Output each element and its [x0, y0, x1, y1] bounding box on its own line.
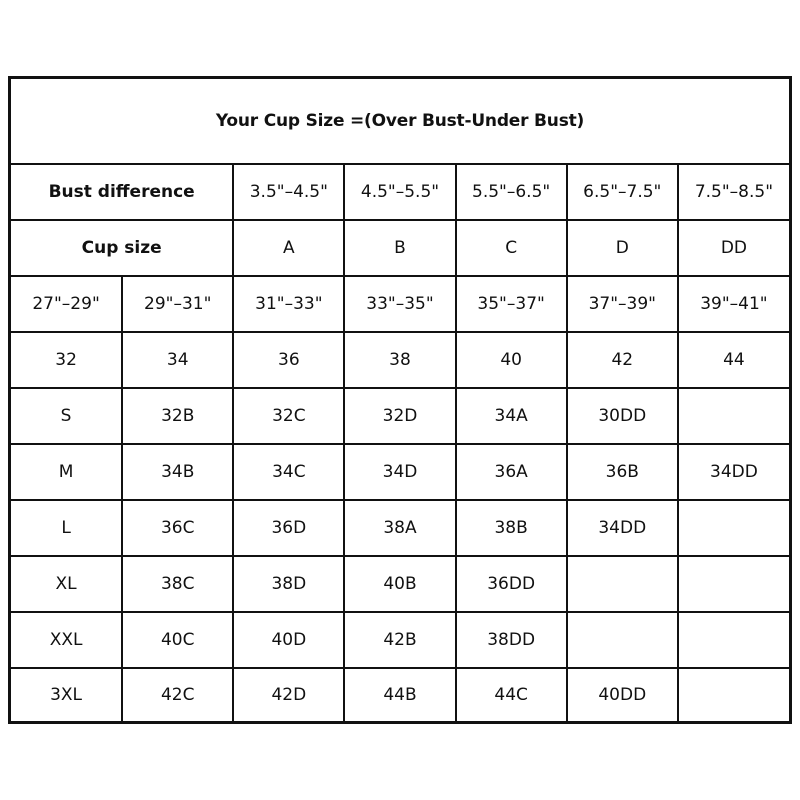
- table-cell: 36A: [456, 444, 567, 500]
- table-cell: 39"–41": [678, 276, 789, 332]
- table-row-size-l: [11, 500, 789, 556]
- row-header-cup-size: Cup size: [11, 220, 233, 276]
- table-cell-empty: [567, 556, 678, 612]
- table-cell: 34B: [122, 444, 233, 500]
- size-chart-frame: [8, 76, 792, 724]
- table-cell: 29"–31": [122, 276, 233, 332]
- table-cell: 42C: [122, 668, 233, 721]
- table-row-size-s: [11, 388, 789, 444]
- size-chart-table: [11, 79, 789, 721]
- table-cell: 38B: [456, 500, 567, 556]
- table-cell: C: [456, 220, 567, 276]
- table-cell: 7.5"–8.5": [678, 164, 789, 220]
- table-row-cup-size: [11, 220, 789, 276]
- table-cell: 38: [344, 332, 455, 388]
- table-cell-empty: [678, 388, 789, 444]
- table-cell-empty: [678, 556, 789, 612]
- row-header-size-s: S: [11, 388, 122, 444]
- table-cell: 4.5"–5.5": [344, 164, 455, 220]
- table-cell: 36D: [233, 500, 344, 556]
- table-cell: 44: [678, 332, 789, 388]
- table-cell: 42D: [233, 668, 344, 721]
- table-cell: 38D: [233, 556, 344, 612]
- table-cell: 32B: [122, 388, 233, 444]
- table-row-bust-difference: [11, 164, 789, 220]
- title-row: [11, 79, 789, 164]
- table-cell: 42B: [344, 612, 455, 668]
- table-cell: DD: [678, 220, 789, 276]
- table-cell: 27"–29": [11, 276, 122, 332]
- table-row-band-size: [11, 332, 789, 388]
- row-header-size-3xl: 3XL: [11, 668, 122, 721]
- table-cell-empty: [678, 612, 789, 668]
- table-cell: 34: [122, 332, 233, 388]
- table-cell: 40D: [233, 612, 344, 668]
- table-cell: 5.5"–6.5": [456, 164, 567, 220]
- table-cell: 38C: [122, 556, 233, 612]
- table-cell: 36C: [122, 500, 233, 556]
- page-title: Your Cup Size =(Over Bust-Under Bust): [11, 79, 789, 164]
- row-header-size-m: M: [11, 444, 122, 500]
- table-cell: D: [567, 220, 678, 276]
- table-cell: 40B: [344, 556, 455, 612]
- table-cell: 34DD: [678, 444, 789, 500]
- table-cell: 34A: [456, 388, 567, 444]
- table-cell: 33"–35": [344, 276, 455, 332]
- table-row-size-m: [11, 444, 789, 500]
- table-cell: 40C: [122, 612, 233, 668]
- table-cell: 35"–37": [456, 276, 567, 332]
- table-cell: 6.5"–7.5": [567, 164, 678, 220]
- table-cell: 38DD: [456, 612, 567, 668]
- table-cell: 40DD: [567, 668, 678, 721]
- table-cell: 36B: [567, 444, 678, 500]
- table-cell: 36DD: [456, 556, 567, 612]
- row-header-size-xxl: XXL: [11, 612, 122, 668]
- table-cell: 3.5"–4.5": [233, 164, 344, 220]
- table-cell: 37"–39": [567, 276, 678, 332]
- table-row-size-xxl: [11, 612, 789, 668]
- table-cell: 31"–33": [233, 276, 344, 332]
- table-cell-empty: [678, 668, 789, 721]
- table-cell: 32D: [344, 388, 455, 444]
- table-cell-empty: [567, 612, 678, 668]
- row-header-bust-difference: Bust difference: [11, 164, 233, 220]
- row-header-size-l: L: [11, 500, 122, 556]
- table-cell: 34C: [233, 444, 344, 500]
- table-cell: 44C: [456, 668, 567, 721]
- table-cell: 30DD: [567, 388, 678, 444]
- row-header-size-xl: XL: [11, 556, 122, 612]
- table-cell: 34D: [344, 444, 455, 500]
- table-row-size-xl: [11, 556, 789, 612]
- table-cell: 32: [11, 332, 122, 388]
- table-row-underbust-range: [11, 276, 789, 332]
- table-cell-empty: [678, 500, 789, 556]
- table-cell: 32C: [233, 388, 344, 444]
- table-cell: 44B: [344, 668, 455, 721]
- table-cell: 36: [233, 332, 344, 388]
- table-cell: 40: [456, 332, 567, 388]
- table-cell: 42: [567, 332, 678, 388]
- table-cell: B: [344, 220, 455, 276]
- table-row-size-3xl: [11, 668, 789, 721]
- table-cell: 38A: [344, 500, 455, 556]
- table-cell: 34DD: [567, 500, 678, 556]
- table-cell: A: [233, 220, 344, 276]
